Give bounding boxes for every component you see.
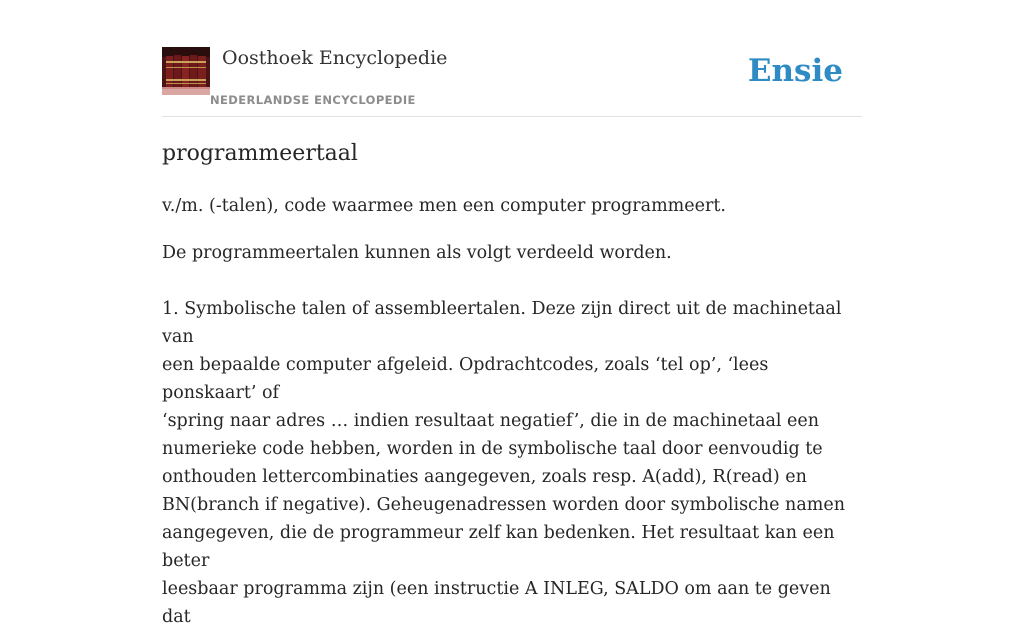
- body-line: leesbaar programma zijn (een instructie A INLEG, SALDO om aan te geven dat: [162, 579, 831, 627]
- body-paragraph: [162, 295, 862, 631]
- body-line: aangegeven, die de programmeur zelf kan bedenken. Het resultaat kan een beter: [162, 523, 835, 571]
- body-line: 1. Symbolische talen of assembleertalen. Deze zijn direct uit de machinetaal van: [162, 299, 842, 347]
- article-title: programmeertaal: [162, 141, 358, 166]
- body-line: onthouden lettercombinaties aangegeven, zoals resp. A(add), R(read) en: [162, 467, 807, 487]
- encyclopedia-books-icon[interactable]: [162, 47, 210, 95]
- body-line: numerieke code hebben, worden in de symbolische taal door eenvoudig te: [162, 439, 823, 459]
- body-line: ‘spring naar adres … indien resultaat negatief’, die in de machinetaal een: [162, 411, 820, 431]
- site-title[interactable]: Oosthoek Encyclopedie: [222, 47, 448, 69]
- intro-text: De programmeertalen kunnen als volgt verdeeld worden.: [162, 243, 672, 263]
- body-line: BN(branch if negative). Geheugenadressen worden door symbolische namen: [162, 495, 845, 515]
- article: [162, 138, 862, 631]
- body-line: een bepaalde computer afgeleid. Opdrachtcodes, zoals ‘tel op’, ‘lees ponskaart’ of: [162, 355, 769, 403]
- site-subtitle: NEDERLANDSE ENCYCLOPEDIE: [210, 93, 416, 107]
- site-header: [162, 46, 862, 117]
- brand-logo[interactable]: Ensie: [747, 53, 843, 89]
- definition-text: v./m. (-talen), code waarmee men een computer programmeert.: [162, 196, 726, 216]
